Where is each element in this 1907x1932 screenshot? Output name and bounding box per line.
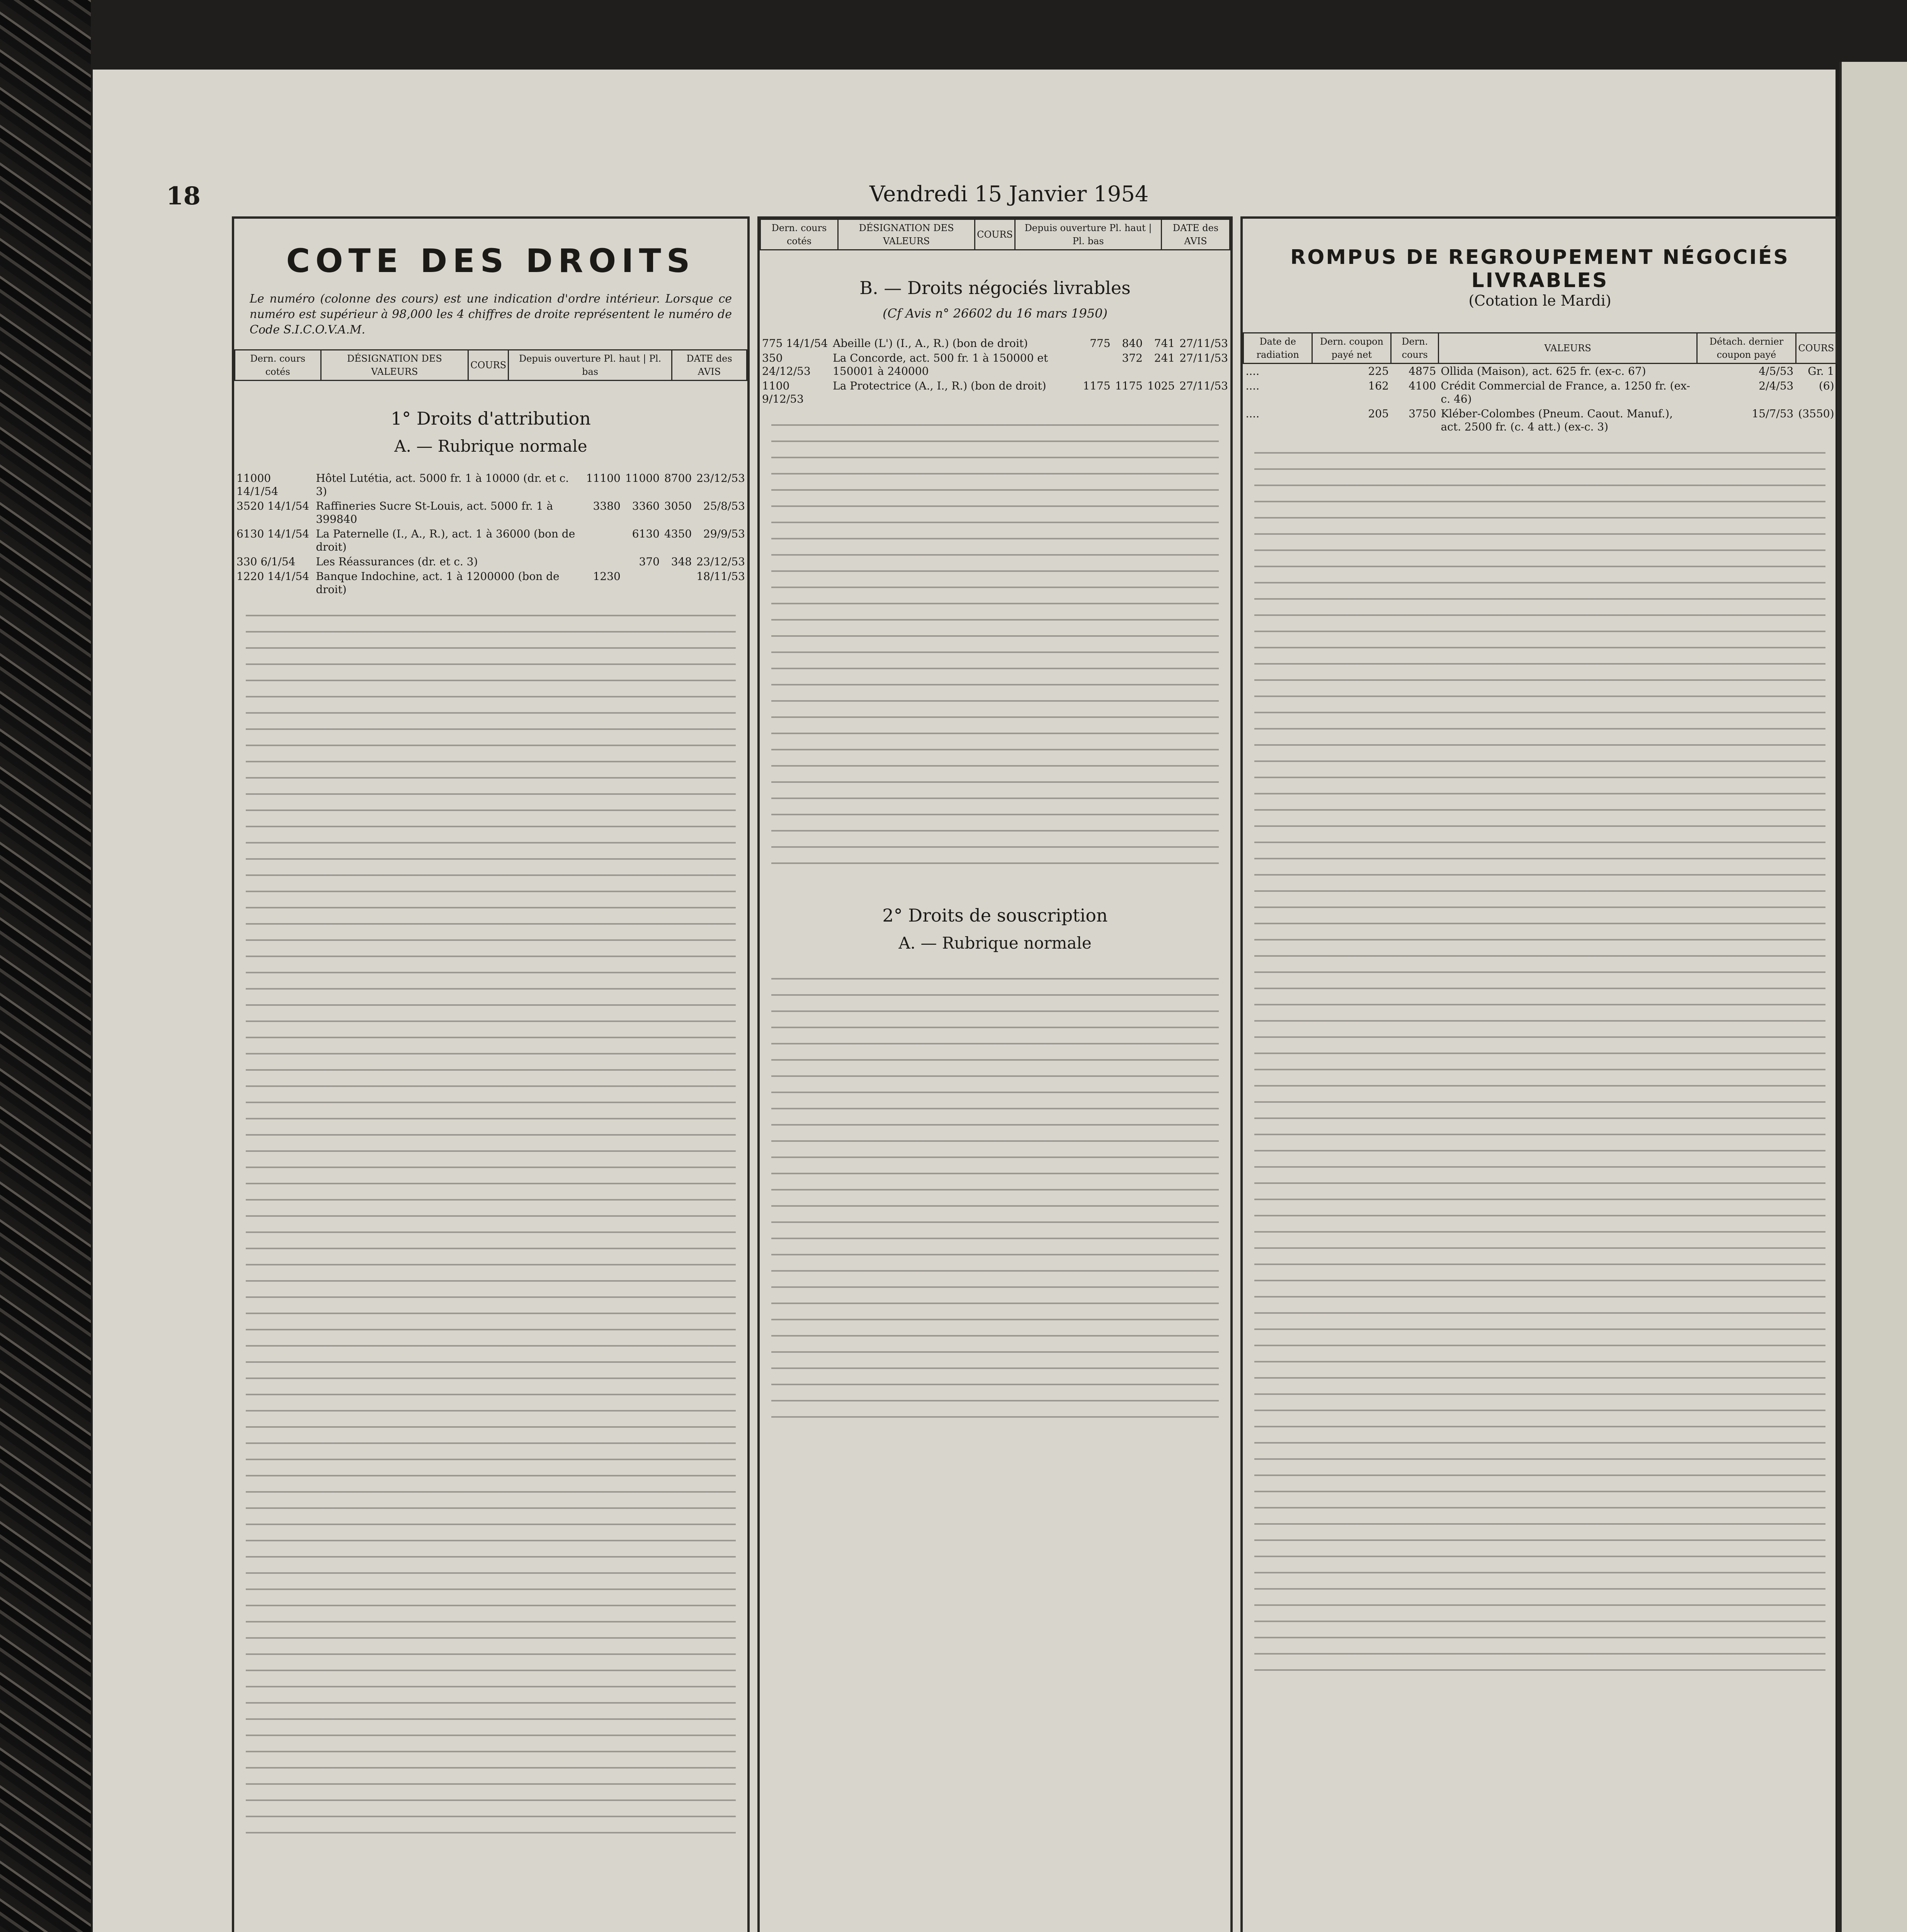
cell-designation: La Concorde, act. 500 fr. 1 à 150000 et 150001 à 240000: [833, 352, 1048, 378]
cell-dern: 330 6/1/54: [236, 555, 296, 568]
page-number: 18: [166, 182, 201, 211]
cell-haut: [623, 569, 662, 597]
col-header: DÉSIGNATION DES VALEURS: [838, 219, 975, 250]
table-row: [234, 554, 747, 569]
table-row: [760, 351, 1230, 379]
cell-cours: [584, 554, 623, 569]
col-header: COURS: [975, 219, 1015, 250]
section-heading: 1° Droits d'attribution: [391, 408, 591, 429]
section-heading: 2° Droits de souscription: [882, 905, 1108, 926]
table-row: [760, 336, 1230, 351]
col-header: DATE des AVIS: [1162, 219, 1230, 250]
cell-haut: 6130: [632, 527, 660, 540]
negocies-rows: [760, 336, 1230, 406]
cell-valeur: Ollida (Maison), act. 625 fr. (ex-c. 67): [1441, 365, 1646, 378]
cell-date: 27/11/53: [1179, 379, 1228, 392]
cote-des-droits-column: [232, 216, 750, 1932]
cell-detach: 4/5/53: [1759, 365, 1794, 378]
cell-designation: Raffineries Sucre St-Louis, act. 5000 fr. 1 à 399840: [316, 500, 553, 526]
cell-date: 29/9/53: [703, 527, 745, 540]
col-header: DATE des AVIS: [672, 350, 747, 381]
facing-page-edge: [1839, 62, 1907, 1932]
cell-bas: 8700: [664, 472, 692, 485]
cell-cours: Gr. 1: [1808, 365, 1834, 378]
cell-valeur: Kléber-Colombes (Pneum. Caout. Manuf.), act. 2500 fr. (c. 4 att.) (ex-c. 3): [1441, 407, 1673, 433]
table-row: [234, 527, 747, 554]
cell-date: 23/12/53: [696, 555, 745, 568]
book-binding: [0, 0, 91, 1932]
cell-dern: 4100: [1409, 379, 1436, 392]
table-row: [1244, 364, 1837, 379]
cell-haut: 11000: [625, 472, 660, 485]
cell-haut: 1175: [1115, 379, 1143, 392]
cell-haut: 3360: [632, 500, 660, 512]
droits-rows: [234, 471, 747, 597]
cell-bas: 241: [1154, 352, 1175, 364]
cell-bas: 348: [671, 555, 692, 568]
col-header: Dern. cours: [1391, 333, 1439, 364]
cell-cours: 1175: [1083, 379, 1111, 392]
cell-detach: 2/4/53: [1759, 379, 1794, 392]
cell-haut: 372: [1122, 352, 1143, 364]
col-header: Dern. coupon payé net: [1312, 333, 1391, 364]
col-header: Détach. dernier coupon payé: [1697, 333, 1796, 364]
cell-bas: 4350: [664, 527, 692, 540]
cell-cours: 775: [1090, 337, 1111, 350]
remaining-listing-text: [771, 968, 1219, 1432]
section-note: (Cf Avis n° 26602 du 16 mars 1950): [883, 306, 1107, 321]
col-header: Depuis ouverture Pl. haut | Pl. bas: [1015, 219, 1161, 250]
remaining-listing-text: [771, 414, 1219, 878]
cell-dern: 4875: [1409, 365, 1436, 378]
cell-coupon: 225: [1368, 365, 1389, 378]
cell-cours: [1080, 351, 1113, 379]
droits-negocies-column: [757, 216, 1233, 1932]
col-header: Depuis ouverture Pl. haut | Pl. bas: [509, 350, 672, 381]
cell-cours: (3550): [1798, 407, 1834, 420]
cell-cours: 1230: [593, 570, 621, 583]
col-header: Dern. cours cotés: [235, 350, 321, 381]
cell-radiation: ....: [1245, 407, 1260, 420]
cell-dern: 11000 14/1/54: [236, 472, 278, 498]
cell-dern: 775 14/1/54: [762, 337, 828, 350]
cell-designation: Hôtel Lutétia, act. 5000 fr. 1 à 10000 (dr. et c. 3): [316, 472, 569, 498]
col-header: VALEURS: [1438, 333, 1697, 364]
droits-table: [234, 349, 747, 381]
cell-detach: 15/7/53: [1752, 407, 1794, 420]
column-subtitle: (Cotation le Mardi): [1468, 292, 1611, 309]
cell-bas: 3050: [664, 500, 692, 512]
table-row: [760, 379, 1230, 406]
cell-haut: 840: [1122, 337, 1143, 350]
cell-dern: 3520 14/1/54: [236, 500, 310, 512]
negocies-table: [760, 219, 1230, 250]
table-row: [234, 499, 747, 527]
col-header: Date de radiation: [1244, 333, 1312, 364]
col-header: COURS: [468, 350, 509, 381]
table-row: [234, 471, 747, 499]
cell-bas: 741: [1154, 337, 1175, 350]
cell-designation: Les Réassurances (dr. et c. 3): [316, 555, 478, 568]
cell-cours: (6): [1819, 379, 1834, 392]
cell-dern: 6130 14/1/54: [236, 527, 310, 540]
remaining-listing-text: [246, 605, 736, 1841]
subsection-heading: A. — Rubrique normale: [394, 437, 587, 456]
cell-coupon: 205: [1368, 407, 1389, 420]
cell-radiation: ....: [1245, 365, 1260, 378]
cell-dern: 1100 9/12/53: [762, 379, 804, 405]
cell-bas: 1025: [1147, 379, 1175, 392]
cell-cours: 3380: [593, 500, 621, 512]
column-note: Le numéro (colonne des cours) est une indication d'ordre intérieur. Lorsque ce numéro est supérieur à 98,000 les 4 chiffres de droite représentent le numéro de Code S.I.C.O.V.A.M.: [250, 292, 732, 337]
cell-date: 23/12/53: [696, 472, 745, 485]
cell-cours: 11100: [586, 472, 621, 485]
remaining-listing-text: [1254, 442, 1825, 1679]
cell-designation: Abeille (L') (I., A., R.) (bon de droit): [833, 337, 1028, 350]
col-header: Dern. cours cotés: [760, 219, 838, 250]
cell-date: 27/11/53: [1179, 352, 1228, 364]
cell-dern: 3750: [1409, 407, 1436, 420]
cell-designation: Banque Indochine, act. 1 à 1200000 (bon de droit): [316, 570, 560, 596]
cell-date: 18/11/53: [696, 570, 745, 583]
table-row: [234, 569, 747, 597]
cell-cours: [584, 527, 623, 554]
table-row: [1244, 379, 1837, 406]
page-date: Vendredi 15 Janvier 1954: [869, 182, 1149, 207]
cell-date: 25/8/53: [703, 500, 745, 512]
cell-coupon: 162: [1368, 379, 1389, 392]
cell-dern: 1220 14/1/54: [236, 570, 310, 583]
rompus-column: [1240, 216, 1839, 1932]
cell-radiation: ....: [1245, 379, 1260, 392]
subsection-heading: A. — Rubrique normale: [898, 934, 1092, 952]
column-title: ROMPUS DE REGROUPEMENT NÉGOCIÉS LIVRABLES: [1290, 246, 1790, 292]
col-header: COURS: [1796, 333, 1836, 364]
cell-designation: La Paternelle (I., A., R.), act. 1 à 36000 (bon de droit): [316, 527, 575, 553]
table-row: [1244, 406, 1837, 434]
col-header: DÉSIGNATION DES VALEURS: [321, 350, 468, 381]
cell-haut: 370: [639, 555, 660, 568]
cell-valeur: Crédit Commercial de France, a. 1250 fr. (ex-c. 46): [1441, 379, 1690, 405]
cell-dern: 350 24/12/53: [762, 352, 811, 378]
rompus-table: [1243, 332, 1837, 434]
section-heading: B. — Droits négociés livrables: [859, 277, 1131, 298]
cell-designation: La Protectrice (A., I., R.) (bon de droit): [833, 379, 1046, 392]
column-title: COTE DES DROITS: [286, 242, 696, 280]
cell-date: 27/11/53: [1179, 337, 1228, 350]
cell-bas: [662, 569, 694, 597]
